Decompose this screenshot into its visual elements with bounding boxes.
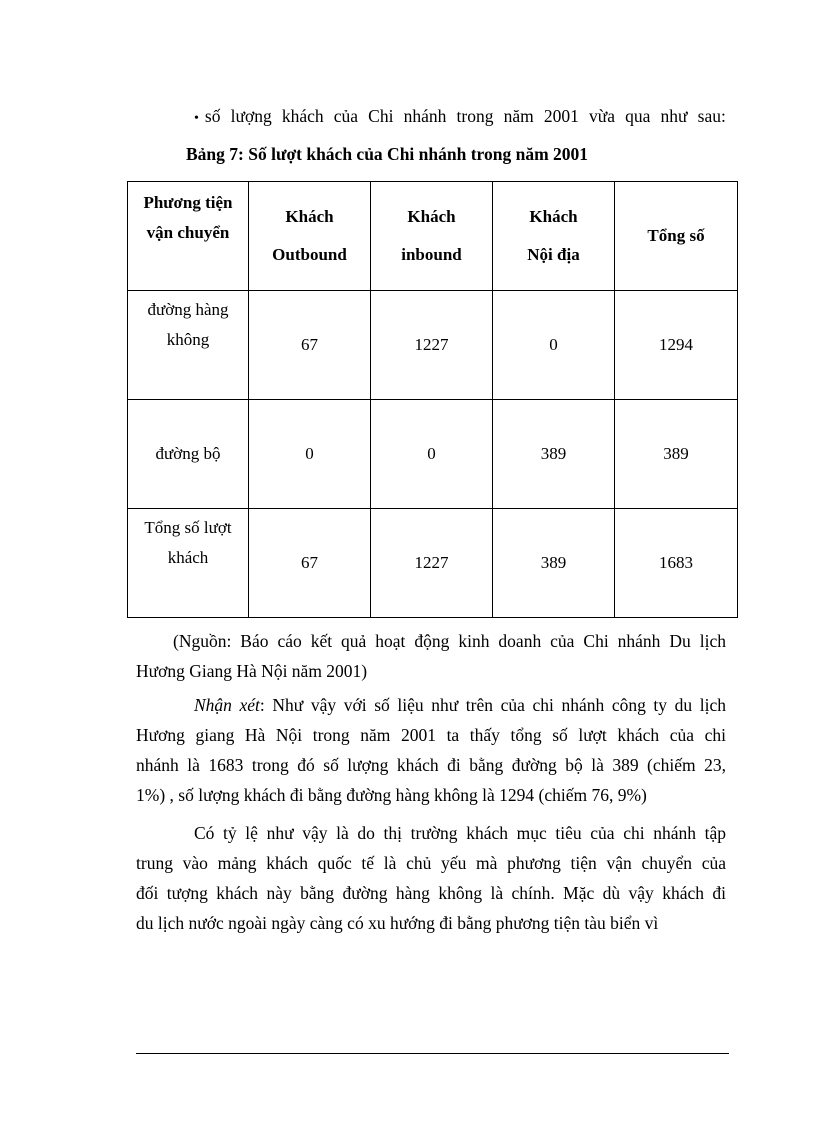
cell-outbound: 67 bbox=[249, 291, 371, 400]
footer-rule bbox=[136, 1053, 729, 1054]
intro-word-9: vừa bbox=[588, 106, 615, 126]
remark-paragraph bbox=[136, 690, 726, 810]
intro-word-0: • số bbox=[194, 106, 221, 126]
cell-domestic: 389 bbox=[493, 400, 615, 509]
row-label-road: đường bộ bbox=[128, 400, 249, 509]
cell-total: 1294 bbox=[615, 291, 738, 400]
paragraph-2-line-4: du lịch nước ngoài ngày càng có xu hướng đi bằng phương tiện tàu biển vì bbox=[136, 913, 659, 933]
intro-word-4: Chi bbox=[368, 106, 394, 126]
intro-word-5: nhánh bbox=[403, 106, 447, 126]
visitor-table bbox=[127, 181, 738, 618]
table-row bbox=[128, 509, 738, 618]
header-inbound: Khách inbound bbox=[371, 182, 493, 291]
intro-word-12: sau: bbox=[697, 106, 726, 126]
cell-inbound: 0 bbox=[371, 400, 493, 509]
source-note-line-2: Hương Giang Hà Nội năm 2001) bbox=[136, 661, 368, 681]
intro-line bbox=[194, 103, 726, 132]
intro-word-10: qua bbox=[625, 106, 651, 126]
cell-domestic: 389 bbox=[493, 509, 615, 618]
table-row bbox=[128, 400, 738, 509]
paragraph-2-line-1: Có tỷ lệ như vậy là do thị trường khách mục tiêu của chi nhánh tập bbox=[194, 823, 726, 843]
paragraph-2 bbox=[136, 818, 726, 938]
row-label-total: Tổng số lượt khách bbox=[128, 509, 249, 618]
header-transport: Phương tiện vận chuyển bbox=[128, 182, 249, 291]
cell-outbound: 0 bbox=[249, 400, 371, 509]
intro-word-8: 2001 bbox=[543, 106, 579, 126]
header-domestic: Khách Nội địa bbox=[493, 182, 615, 291]
table-row bbox=[128, 291, 738, 400]
remark-line-3: nhánh là 1683 trong đó số lượng khách đi bằng đường bộ là 389 (chiếm 23, bbox=[136, 755, 726, 775]
bullet-icon: • bbox=[194, 111, 199, 126]
cell-inbound: 1227 bbox=[371, 291, 493, 400]
intro-word-6: trong bbox=[456, 106, 494, 126]
cell-inbound: 1227 bbox=[371, 509, 493, 618]
intro-word-7: năm bbox=[503, 106, 534, 126]
intro-word-3: của bbox=[333, 106, 359, 126]
intro-word-2: khách bbox=[281, 106, 324, 126]
cell-total: 389 bbox=[615, 400, 738, 509]
header-total: Tổng số bbox=[615, 182, 738, 291]
table-header-row bbox=[128, 182, 738, 291]
intro-word-11: như bbox=[660, 106, 688, 126]
header-outbound: Khách Outbound bbox=[249, 182, 371, 291]
remark-line-1: Nhận xét: Như vậy với số liệu như trên của chi nhánh công ty du lịch bbox=[194, 695, 726, 715]
remark-line-4: 1%) , số lượng khách đi bằng đường hàng không là 1294 (chiếm 76, 9%) bbox=[136, 785, 647, 805]
intro-word-1: lượng bbox=[230, 106, 272, 126]
remark-line-2: Hương giang Hà Nội trong năm 2001 ta thấy tổng số lượt khách của chi bbox=[136, 725, 726, 745]
paragraph-2-line-2: trung vào mảng khách quốc tế là chủ yếu mà phương tiện vận chuyển của bbox=[136, 853, 726, 873]
table-title: Bảng 7: Số lượt khách của Chi nhánh trong năm 2001 bbox=[186, 144, 589, 164]
source-note-line-1: (Nguồn: Báo cáo kết quả hoạt động kinh doanh của Chi nhánh Du lịch bbox=[173, 631, 726, 651]
cell-outbound: 67 bbox=[249, 509, 371, 618]
cell-domestic: 0 bbox=[493, 291, 615, 400]
row-label-air: đường hàng không bbox=[128, 291, 249, 400]
cell-total: 1683 bbox=[615, 509, 738, 618]
remark-label: Nhận xét bbox=[194, 695, 260, 715]
source-note bbox=[136, 626, 726, 686]
paragraph-2-line-3: đối tượng khách này bằng đường hàng không là chính. Mặc dù vậy khách đi bbox=[136, 883, 726, 903]
